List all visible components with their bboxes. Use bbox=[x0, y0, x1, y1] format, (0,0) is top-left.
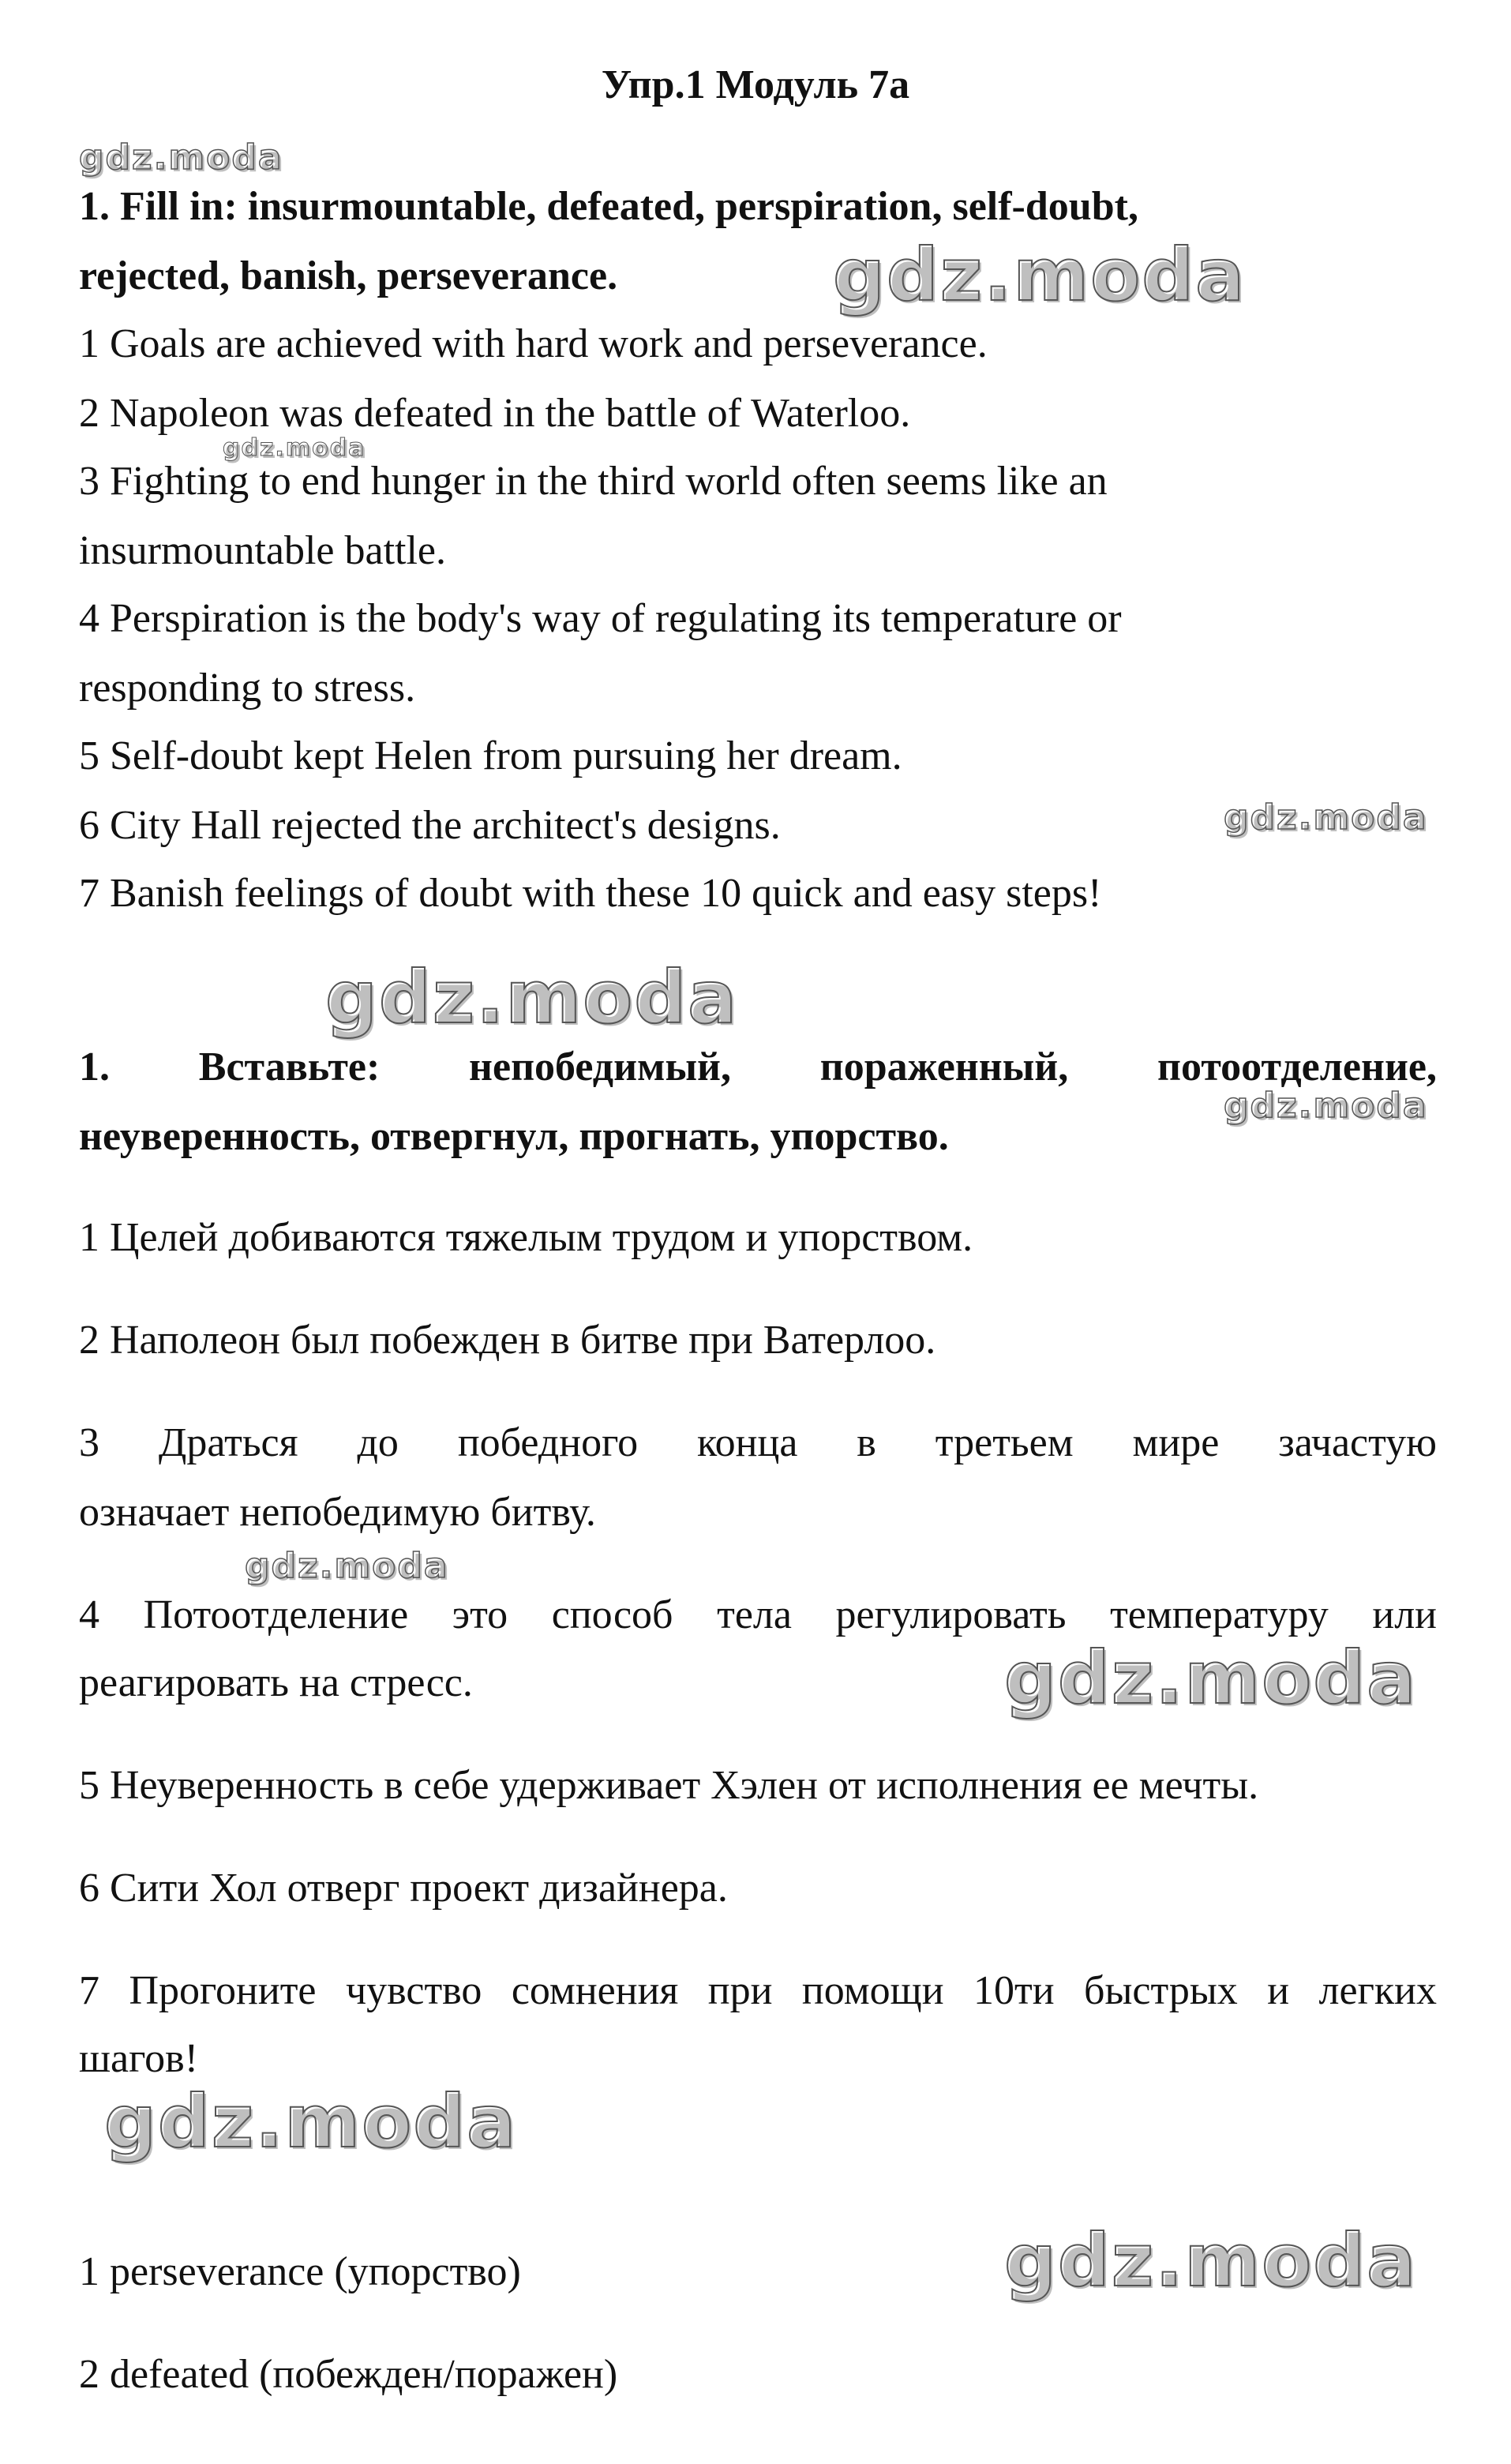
english-sentence-4-cont: responding to stress. bbox=[79, 666, 416, 711]
russian-instruction-line-1: 1. Вставьте: непобедимый, пораженный, потоотделение, bbox=[79, 1044, 1437, 1089]
watermark: gdz.moda bbox=[1004, 1636, 1418, 1720]
russian-sentence-2: 2 Наполеон был побежден в битве при Ватерлоо. bbox=[79, 1318, 936, 1363]
english-sentence-2: 2 Napoleon was defeated in the battle of Waterloo. bbox=[79, 391, 911, 436]
english-sentence-3-cont: insurmountable battle. bbox=[79, 528, 447, 573]
russian-sentence-7-cont: шагов! bbox=[79, 2036, 199, 2081]
answer-1: 1 perseverance (упорство) bbox=[79, 2249, 521, 2294]
russian-sentence-6: 6 Сити Хол отверг проект дизайнера. bbox=[79, 1866, 728, 1911]
watermark: gdz.moda bbox=[1004, 2218, 1418, 2303]
watermark: gdz.moda bbox=[223, 434, 366, 462]
watermark: gdz.moda bbox=[1224, 1086, 1428, 1126]
english-instruction-line-2: rejected, banish, perseverance. bbox=[79, 253, 618, 298]
russian-sentence-4: 4 Потоотделение это способ тела регулировать температуру или bbox=[79, 1592, 1437, 1637]
english-sentence-5: 5 Self-doubt kept Helen from pursuing her dream. bbox=[79, 733, 902, 778]
watermark: gdz.moda bbox=[325, 955, 739, 1040]
russian-sentence-3: 3 Драться до победного конца в третьем мире зачастую bbox=[79, 1420, 1437, 1465]
english-sentence-1: 1 Goals are achieved with hard work and perseverance. bbox=[79, 321, 988, 366]
watermark: gdz.moda bbox=[104, 2080, 518, 2164]
russian-sentence-3-cont: означает непобедимую битву. bbox=[79, 1490, 596, 1535]
page-title: Упр.1 Модуль 7а bbox=[601, 62, 910, 107]
russian-sentence-7: 7 Прогоните чувство сомнения при помощи 10ти быстрых и легких bbox=[79, 1968, 1437, 2013]
english-sentence-7: 7 Banish feelings of doubt with these 10 quick and easy steps! bbox=[79, 871, 1102, 916]
russian-instruction-line-2: неуверенность, отвергнул, прогнать, упорство. bbox=[79, 1114, 949, 1159]
english-sentence-4: 4 Perspiration is the body's way of regulating its temperature or bbox=[79, 596, 1122, 641]
watermark: gdz.moda bbox=[1224, 797, 1428, 838]
russian-sentence-5: 5 Неуверенность в себе удерживает Хэлен от исполнения ее мечты. bbox=[79, 1763, 1259, 1808]
russian-sentence-1: 1 Целей добиваются тяжелым трудом и упорством. bbox=[79, 1215, 973, 1260]
english-sentence-6: 6 City Hall rejected the architect's designs. bbox=[79, 803, 781, 848]
watermark: gdz.moda bbox=[245, 1546, 449, 1586]
english-instruction-line-1: 1. Fill in: insurmountable, defeated, perspiration, self-doubt, bbox=[79, 184, 1138, 229]
english-sentence-3: 3 Fighting to end hunger in the third world often seems like an bbox=[79, 459, 1108, 504]
russian-sentence-4-cont: реагировать на стресс. bbox=[79, 1660, 473, 1705]
watermark: gdz.moda bbox=[833, 233, 1247, 317]
answer-2: 2 defeated (побежден/поражен) bbox=[79, 2352, 618, 2397]
watermark: gdz.moda bbox=[79, 137, 283, 178]
